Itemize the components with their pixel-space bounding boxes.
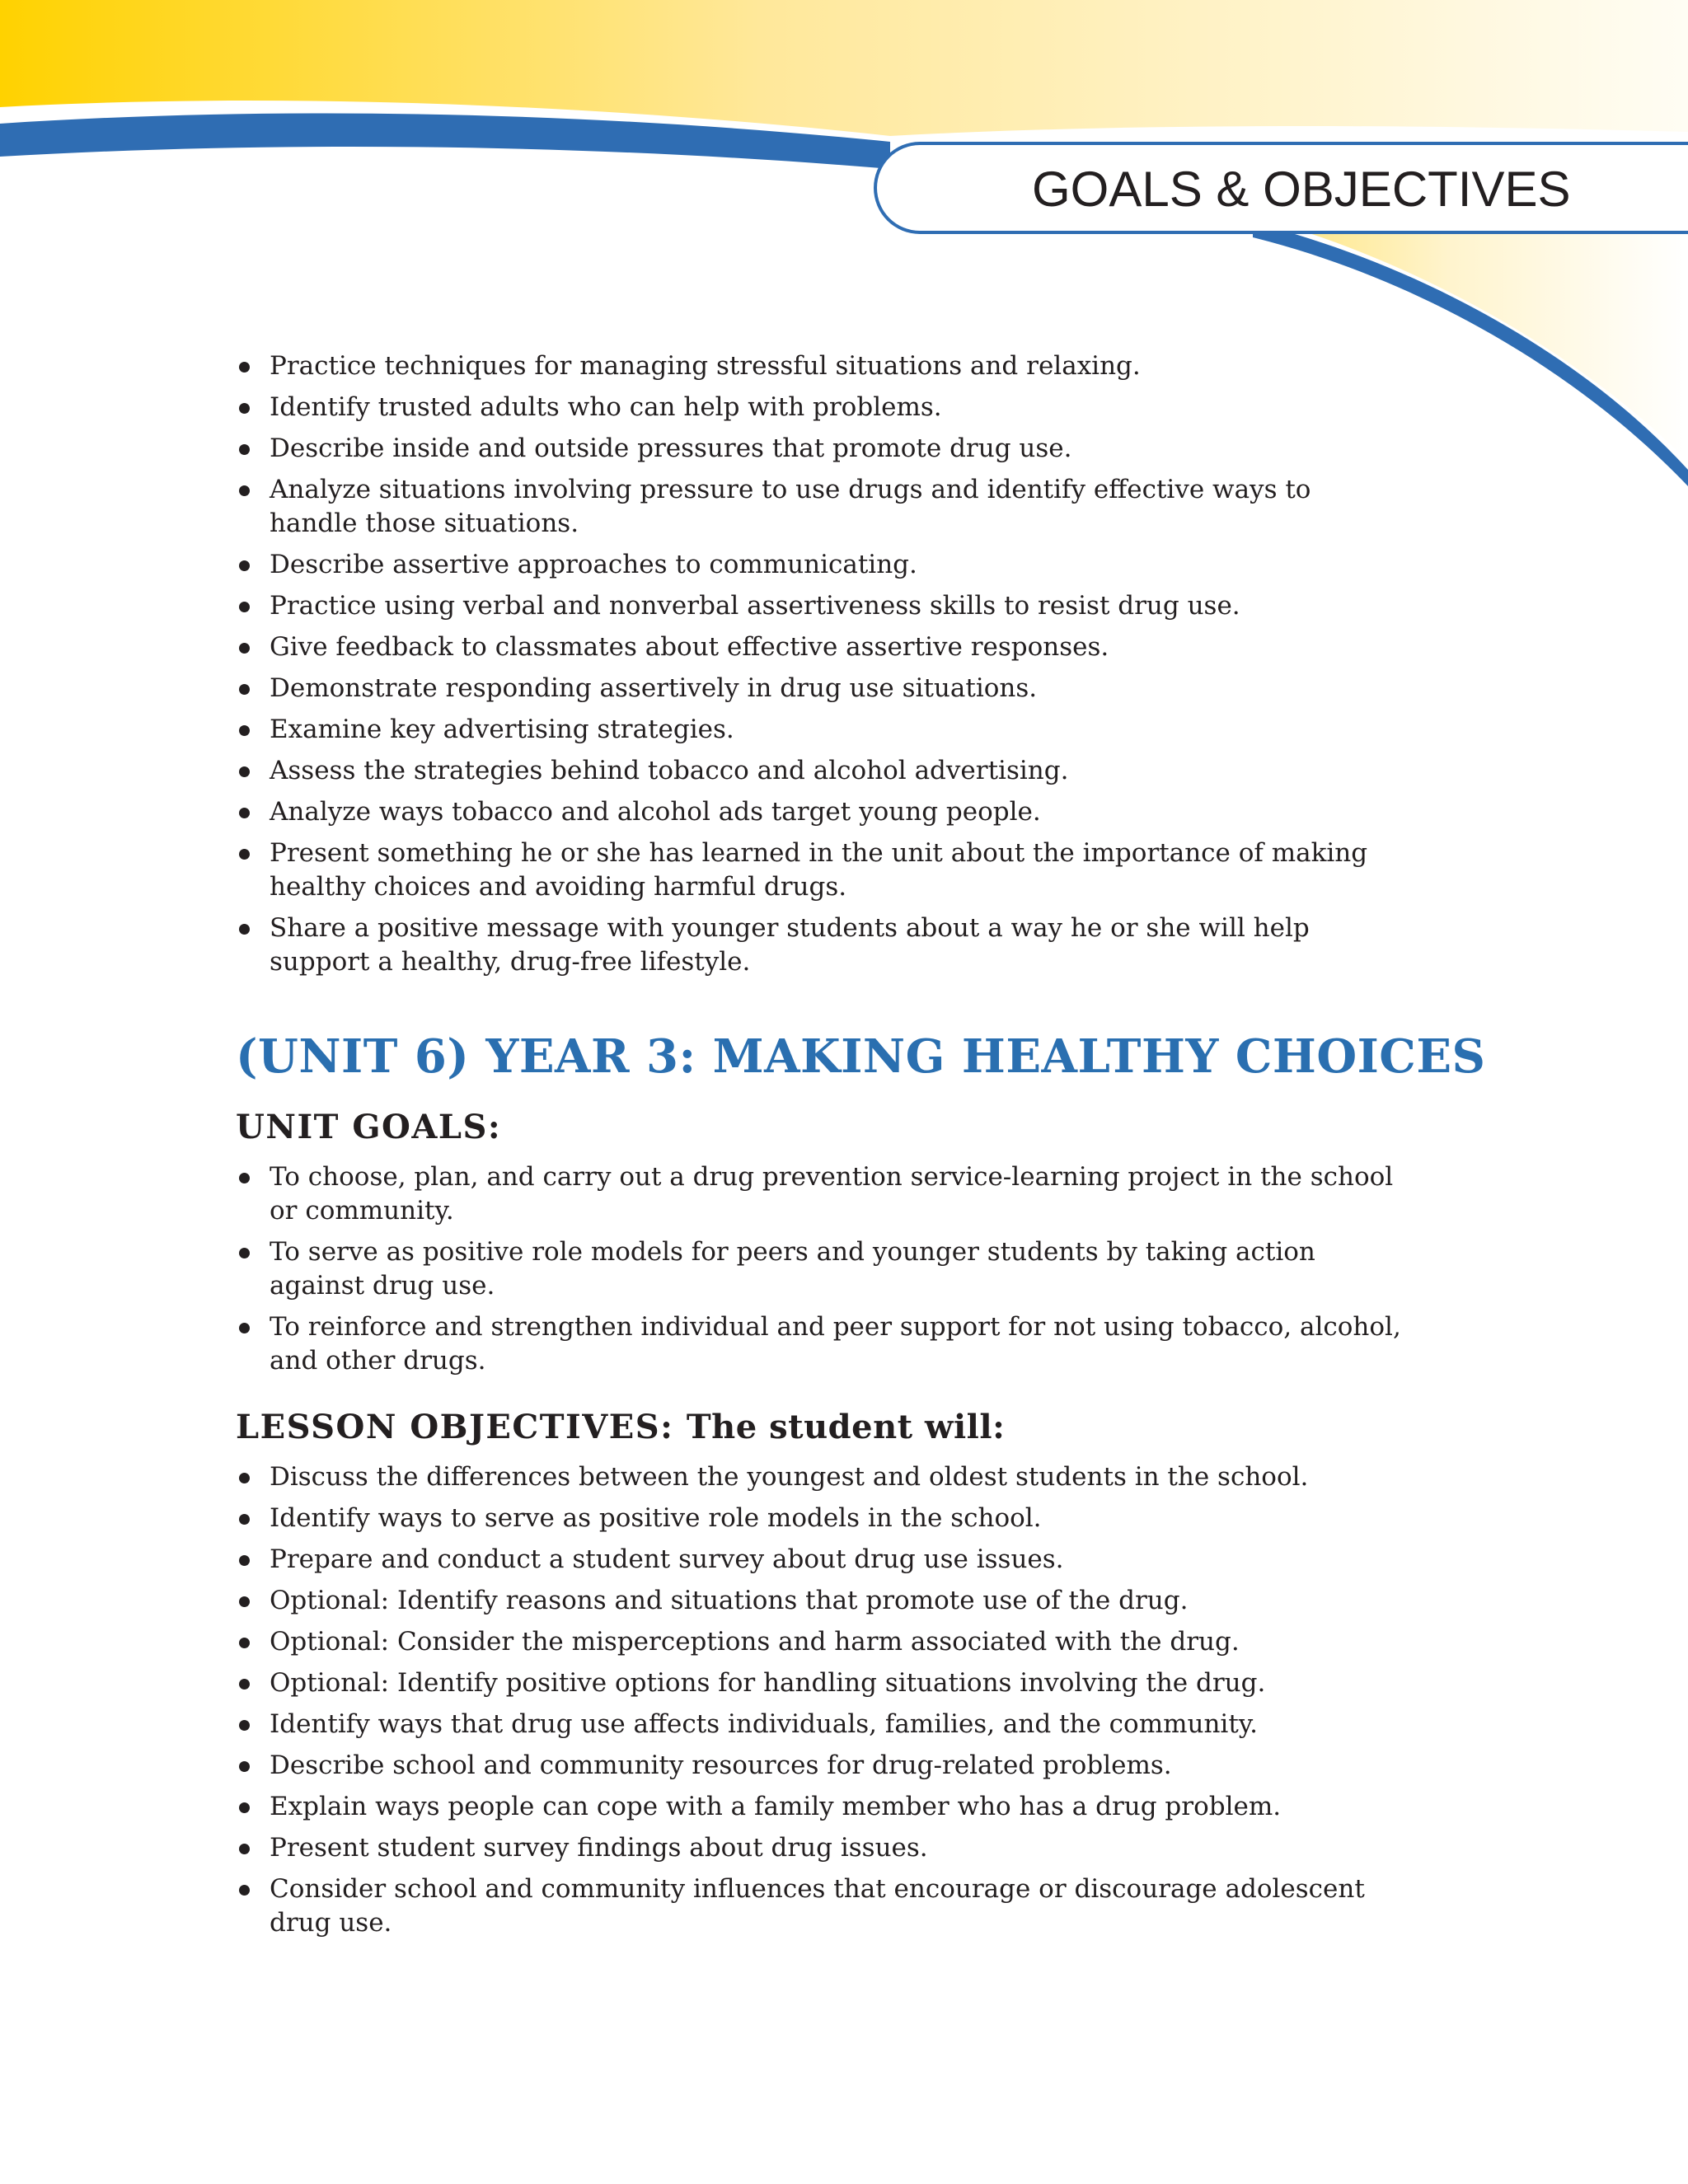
list-item: Present student survey findings about drug issues. (236, 1831, 1406, 1865)
bullet-icon (239, 808, 250, 818)
lesson-objectives-label: LESSON OBJECTIVES: (236, 1408, 674, 1446)
list-item: Optional: Identify reasons and situations that promote use of the drug. (236, 1584, 1406, 1618)
unit-title: (UNIT 6) YEAR 3: MAKING HEALTHY CHOICES (236, 1029, 1486, 1084)
list-item: To reinforce and strengthen individual and peer support for not using tobacco, alcohol, and other drugs. (236, 1310, 1406, 1378)
list-item: Identify ways to serve as positive role models in the school. (236, 1502, 1406, 1535)
page-header-title: GOALS & OBJECTIVES (1032, 162, 1571, 217)
main-content (236, 349, 1486, 1947)
list-item: Analyze ways tobacco and alcohol ads target young people. (236, 795, 1406, 829)
list-item: Optional: Consider the misperceptions and harm associated with the drug. (236, 1625, 1406, 1659)
bullet-icon (239, 560, 250, 571)
bullet-icon (239, 1885, 250, 1896)
list-item: Describe assertive approaches to communicating. (236, 548, 1406, 582)
intro-objectives-list (236, 349, 1406, 979)
lesson-objectives-subtitle: The student will: (686, 1408, 1006, 1446)
bullet-icon (239, 1844, 250, 1854)
bullet-icon (239, 1638, 250, 1648)
list-item: Describe inside and outside pressures that promote drug use. (236, 432, 1406, 466)
lesson-objectives-heading (236, 1406, 1406, 1449)
list-item: Assess the strategies behind tobacco and alcohol advertising. (236, 754, 1406, 788)
unit-goals-heading: UNIT GOALS: (236, 1108, 502, 1146)
bullet-icon (239, 766, 250, 777)
bullet-icon (239, 1323, 250, 1333)
list-item: Share a positive message with younger students about a way he or she will help support a healthy, drug-free lifestyle. (236, 912, 1406, 979)
bullet-icon (239, 602, 250, 612)
bullet-icon (239, 1720, 250, 1731)
bullet-icon (239, 924, 250, 935)
list-item: Identify trusted adults who can help with problems. (236, 391, 1406, 424)
list-item: Explain ways people can cope with a family member who has a drug problem. (236, 1790, 1406, 1824)
list-item: Present something he or she has learned in the unit about the importance of making healthy choices and avoiding harmful drugs. (236, 837, 1406, 904)
list-item: Consider school and community influences that encourage or discourage adolescent drug use. (236, 1872, 1406, 1940)
list-item: Give feedback to classmates about effective assertive responses. (236, 630, 1406, 664)
bullet-icon (239, 403, 250, 414)
bullet-icon (239, 1761, 250, 1772)
bullet-icon (239, 1679, 250, 1690)
bullet-icon (239, 362, 250, 373)
bullet-icon (239, 849, 250, 860)
bullet-icon (239, 725, 250, 736)
list-item: Practice techniques for managing stressful situations and relaxing. (236, 349, 1406, 383)
bullet-icon (239, 1173, 250, 1183)
list-item: Practice using verbal and nonverbal assertiveness skills to resist drug use. (236, 589, 1406, 623)
list-item: Analyze situations involving pressure to use drugs and identify effective ways to handle those situations. (236, 473, 1406, 541)
bullet-icon (239, 1514, 250, 1525)
bullet-icon (239, 444, 250, 455)
list-item: Prepare and conduct a student survey about drug use issues. (236, 1543, 1406, 1577)
list-item: Discuss the differences between the youngest and oldest students in the school. (236, 1460, 1406, 1494)
bullet-icon (239, 485, 250, 496)
list-item: Describe school and community resources for drug-related problems. (236, 1749, 1406, 1783)
unit-goals-list (236, 1160, 1406, 1378)
bullet-icon (239, 1802, 250, 1813)
bullet-icon (239, 1596, 250, 1607)
list-item: Demonstrate responding assertively in drug use situations. (236, 672, 1406, 705)
bullet-icon (239, 643, 250, 654)
list-item: Identify ways that drug use affects individuals, families, and the community. (236, 1708, 1406, 1741)
bullet-icon (239, 684, 250, 695)
bullet-icon (239, 1473, 250, 1483)
lesson-objectives-list (236, 1460, 1406, 1940)
list-item: Examine key advertising strategies. (236, 713, 1406, 747)
bullet-icon (239, 1248, 250, 1258)
bullet-icon (239, 1555, 250, 1566)
list-item: To choose, plan, and carry out a drug prevention service-learning project in the school or community. (236, 1160, 1406, 1228)
list-item: To serve as positive role models for peers and younger students by taking action against drug use. (236, 1235, 1406, 1303)
list-item: Optional: Identify positive options for handling situations involving the drug. (236, 1666, 1406, 1700)
